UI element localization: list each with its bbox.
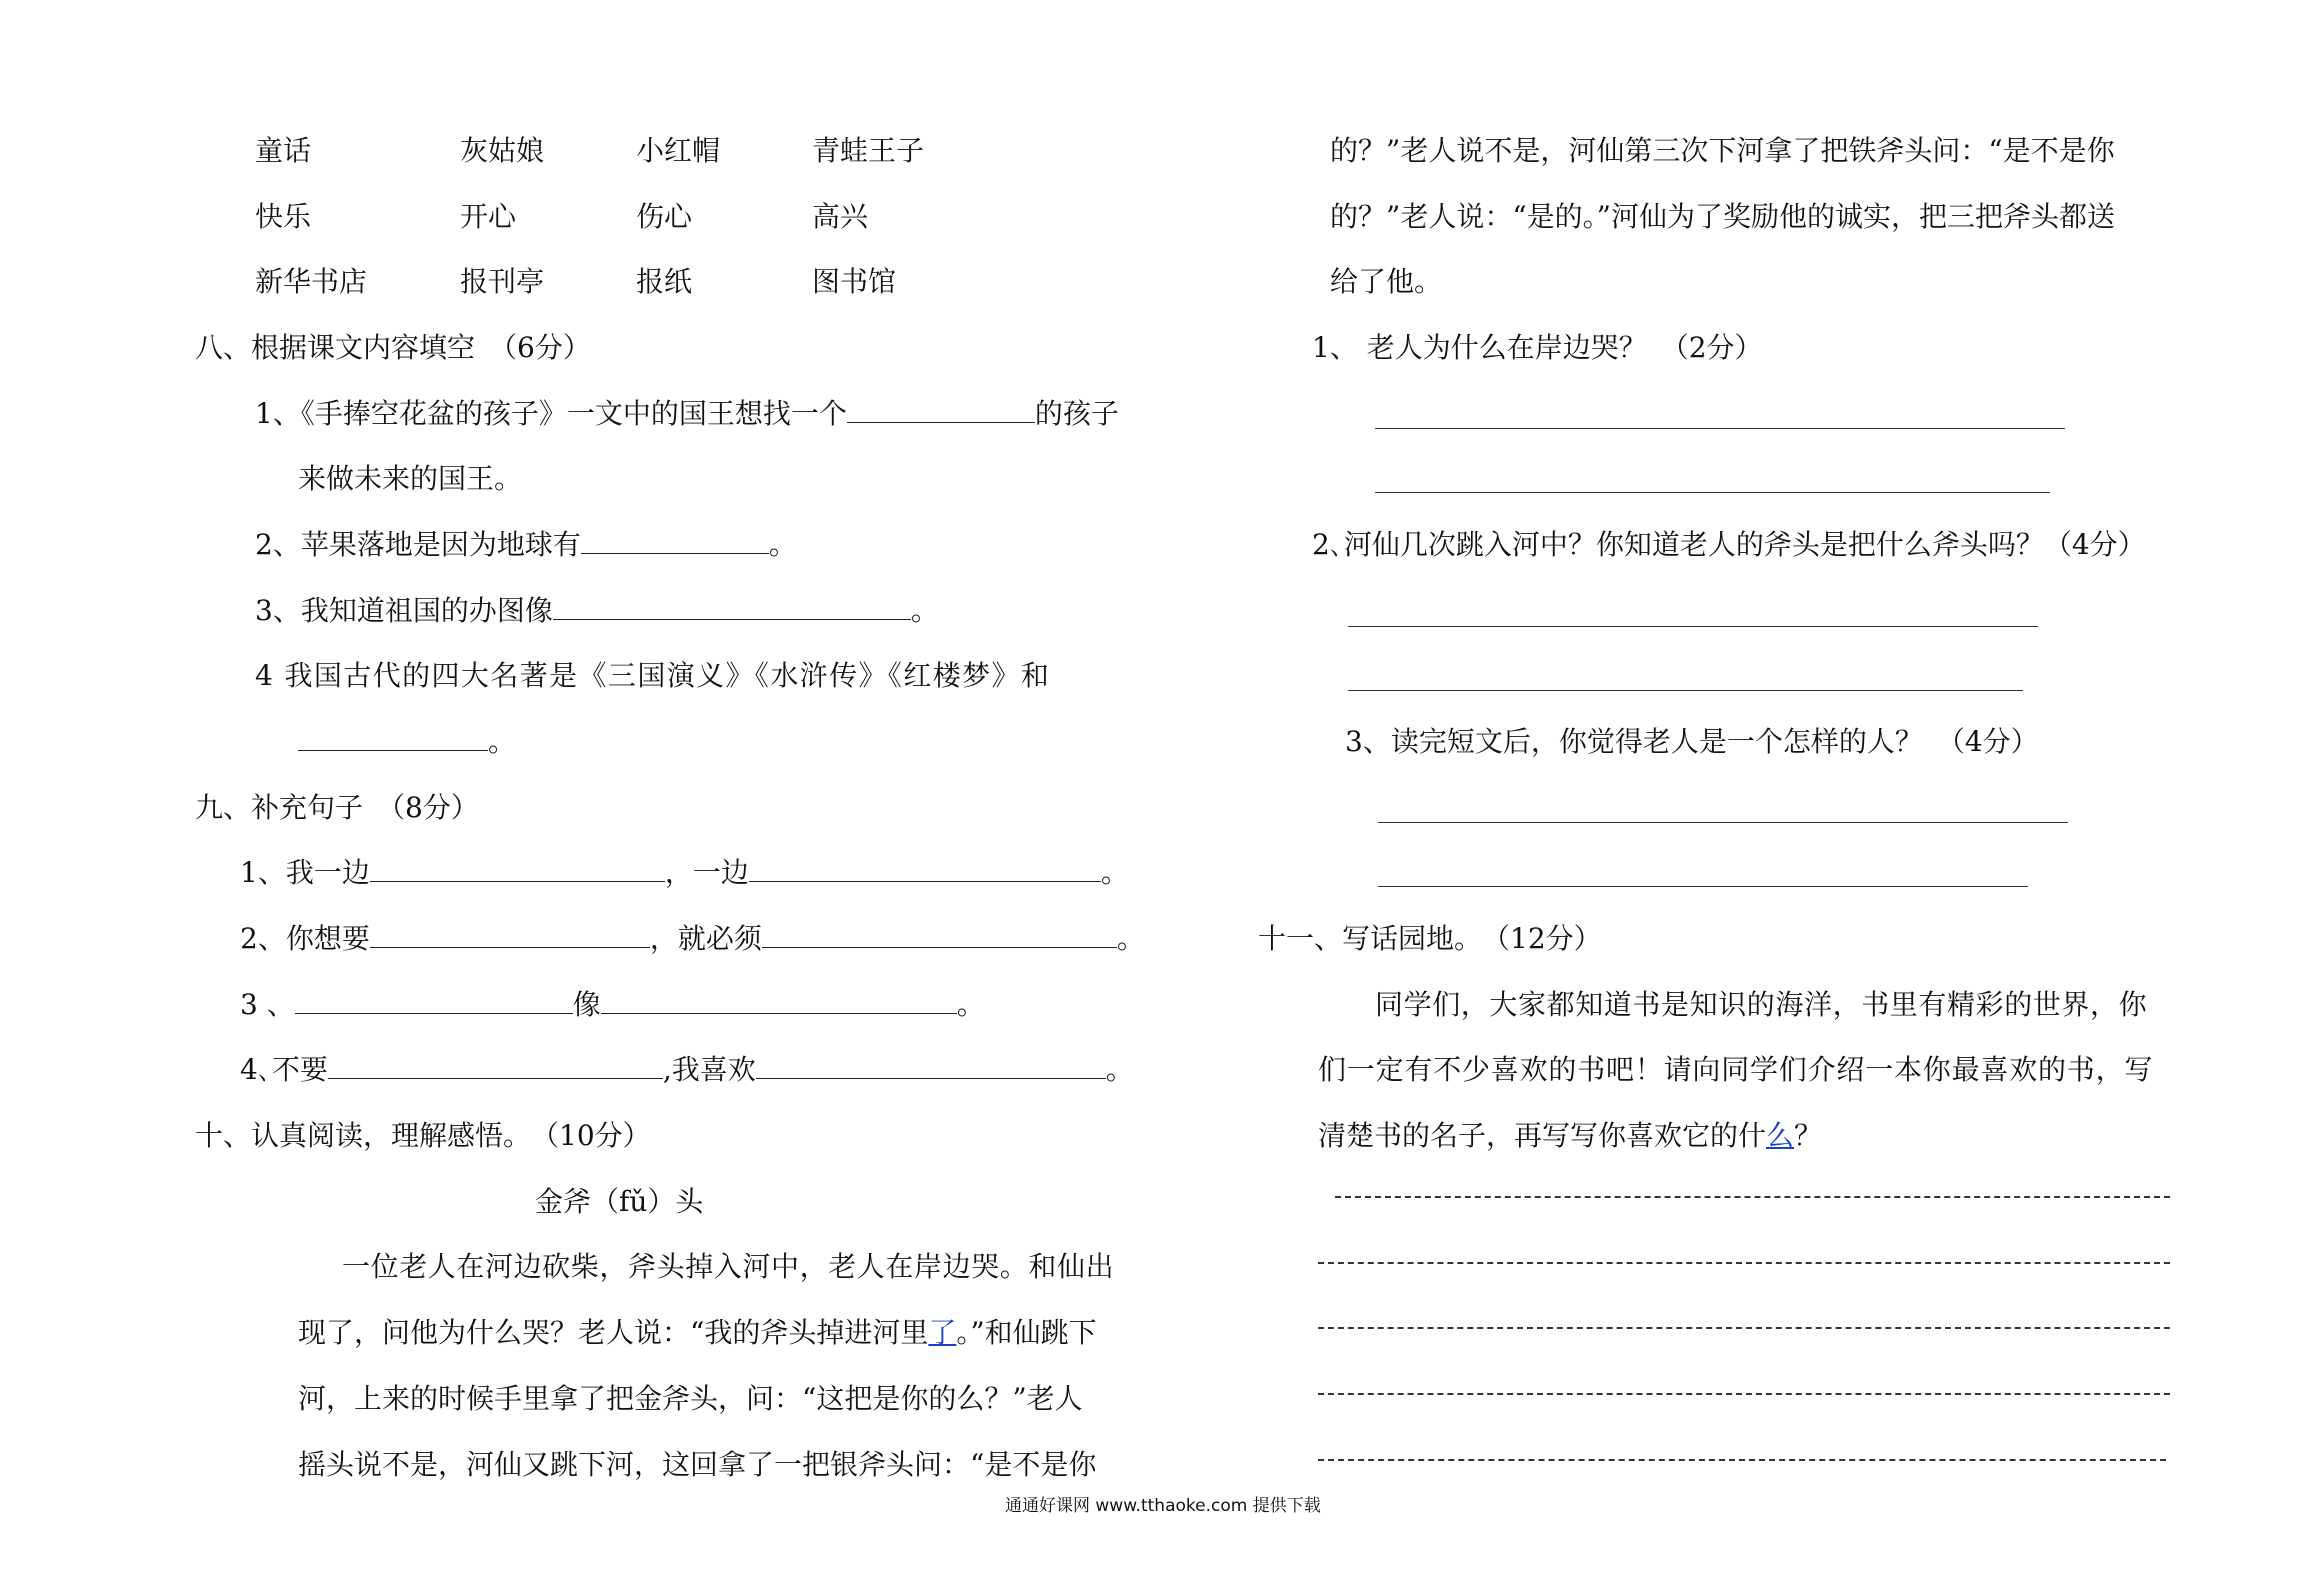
writing-line[interactable] [1318, 1459, 2166, 1461]
answer-blank[interactable] [756, 1052, 1106, 1079]
word: 青蛙王子 [812, 134, 925, 167]
question-text: 4､不要 [240, 1053, 328, 1086]
story-line: 河，上来的时候手里拿了把金斧头，问：“这把是你的么？”老人 [298, 1382, 1083, 1415]
period: 。 [488, 725, 517, 758]
question-8-1-cont: 来做未来的国王。 [298, 462, 523, 495]
prompt-line [1318, 1116, 1822, 1156]
question-text: 的孩子 [1034, 397, 1119, 430]
period: 。 [1116, 922, 1145, 955]
writing-line[interactable] [1318, 1262, 2170, 1264]
word: 新华书店 [255, 265, 368, 298]
story-line: 摇头说不是，河仙又跳下河，这回拿了一把银斧头问：“是不是你 [298, 1448, 1097, 1481]
answer-line[interactable] [1378, 822, 2068, 823]
question-8-2 [255, 525, 797, 565]
answer-blank[interactable] [762, 921, 1117, 948]
word: 快乐 [255, 200, 312, 233]
question-text: ，就必须 [649, 922, 762, 955]
section-8-title: 八、根据课文内容填空 （6分） [195, 331, 591, 364]
answer-blank[interactable] [295, 987, 573, 1014]
question-8-1 [255, 394, 1119, 434]
answer-line[interactable] [1348, 690, 2023, 691]
word: 报纸 [636, 265, 693, 298]
period: 。 [956, 988, 985, 1021]
question-8-4: 4 我国古代的四大名著是《三国演义》《水浒传》《红楼梦》和 [255, 659, 1051, 692]
story-line [298, 1313, 1097, 1353]
question-text: 3 、 [240, 988, 295, 1021]
question-text: 3、我知道祖国的办图像 [255, 594, 553, 627]
question-text: 像 [572, 988, 601, 1021]
story-line: 给了他。 [1330, 265, 1443, 298]
question-text: ,我喜欢 [662, 1053, 756, 1086]
word: 开心 [460, 200, 517, 233]
answer-blank[interactable] [328, 1052, 663, 1079]
answer-blank[interactable] [847, 396, 1035, 423]
word: 报刊亭 [460, 265, 545, 298]
story-link[interactable]: 了 [928, 1316, 957, 1349]
word: 图书馆 [812, 265, 897, 298]
question-8-3 [255, 591, 939, 631]
word: 灰姑娘 [460, 134, 545, 167]
word: 高兴 [812, 200, 869, 233]
writing-line[interactable] [1318, 1393, 2170, 1395]
period: 。 [768, 528, 797, 561]
answer-line[interactable] [1378, 886, 2028, 887]
question-10-3: 3、读完短文后，你觉得老人是一个怎样的人？ （4分） [1345, 725, 2039, 758]
story-text: 。”和仙跳下 [956, 1316, 1097, 1349]
question-text: ，一边 [664, 856, 749, 889]
section-9-title: 九、补充句子 （8分） [195, 791, 479, 824]
question-text: 1、我一边 [240, 856, 370, 889]
prompt-text: ？ [1794, 1119, 1823, 1152]
page-footer: 通通好课网 www.tthaoke.com 提供下载 [1005, 1496, 1321, 1516]
question-9-3 [240, 985, 985, 1025]
question-text: 2、苹果落地是因为地球有 [255, 528, 581, 561]
question-9-2 [240, 919, 1145, 959]
period: 。 [910, 594, 939, 627]
answer-line[interactable] [1375, 428, 2065, 429]
word: 小红帽 [636, 134, 721, 167]
answer-blank[interactable] [581, 527, 769, 554]
prompt-line: 们一定有不少喜欢的书吧！请向同学们介绍一本你最喜欢的书，写 [1318, 1053, 2154, 1086]
period: 。 [1105, 1053, 1134, 1086]
answer-line[interactable] [1348, 626, 2038, 627]
story-line: 的？”老人说不是，河仙第三次下河拿了把铁斧头问：“是不是你 [1330, 134, 2115, 167]
answer-blank[interactable] [370, 855, 665, 882]
story-line: 一位老人在河边砍柴，斧头掉入河中，老人在岸边哭。和仙出 [342, 1250, 1115, 1283]
writing-line[interactable] [1318, 1327, 2170, 1329]
question-9-1 [240, 853, 1129, 893]
question-10-1: 1、 老人为什么在岸边哭？ （2分） [1312, 331, 1763, 364]
period: 。 [1100, 856, 1129, 889]
answer-blank[interactable] [601, 987, 957, 1014]
answer-blank[interactable] [553, 593, 911, 620]
prompt-text: 清楚书的名子，再写写你喜欢它的什 [1318, 1119, 1767, 1152]
writing-line[interactable] [1335, 1196, 2170, 1198]
answer-blank[interactable] [298, 724, 488, 751]
question-text: 2、你想要 [240, 922, 370, 955]
answer-blank[interactable] [749, 855, 1101, 882]
word: 伤心 [636, 200, 693, 233]
question-8-4-cont [298, 722, 516, 762]
story-line: 的？”老人说：“是的。”河仙为了奖励他的诚实，把三把斧头都送 [1330, 200, 2115, 233]
story-title: 金斧（fǔ）头 [535, 1185, 704, 1218]
prompt-link[interactable]: 么 [1766, 1119, 1795, 1152]
question-9-4 [240, 1050, 1134, 1090]
question-text: 1、《手捧空花盆的孩子》一文中的国王想找一个 [255, 397, 847, 430]
prompt-line: 同学们，大家都知道书是知识的海洋，书里有精彩的世界，你 [1375, 988, 2148, 1021]
section-11-title: 十一、写话园地。 （12分） [1258, 922, 1602, 955]
answer-line[interactable] [1375, 492, 2050, 493]
story-text: 现了，问他为什么哭？老人说：“我的斧头掉进河里 [298, 1316, 929, 1349]
question-10-2: 2､河仙几次跳入河中？你知道老人的斧头是把什么斧头吗？（4分） [1312, 528, 2146, 561]
answer-blank[interactable] [370, 921, 650, 948]
section-10-title: 十、认真阅读，理解感悟。 （10分） [195, 1119, 651, 1152]
word: 童话 [255, 134, 312, 167]
